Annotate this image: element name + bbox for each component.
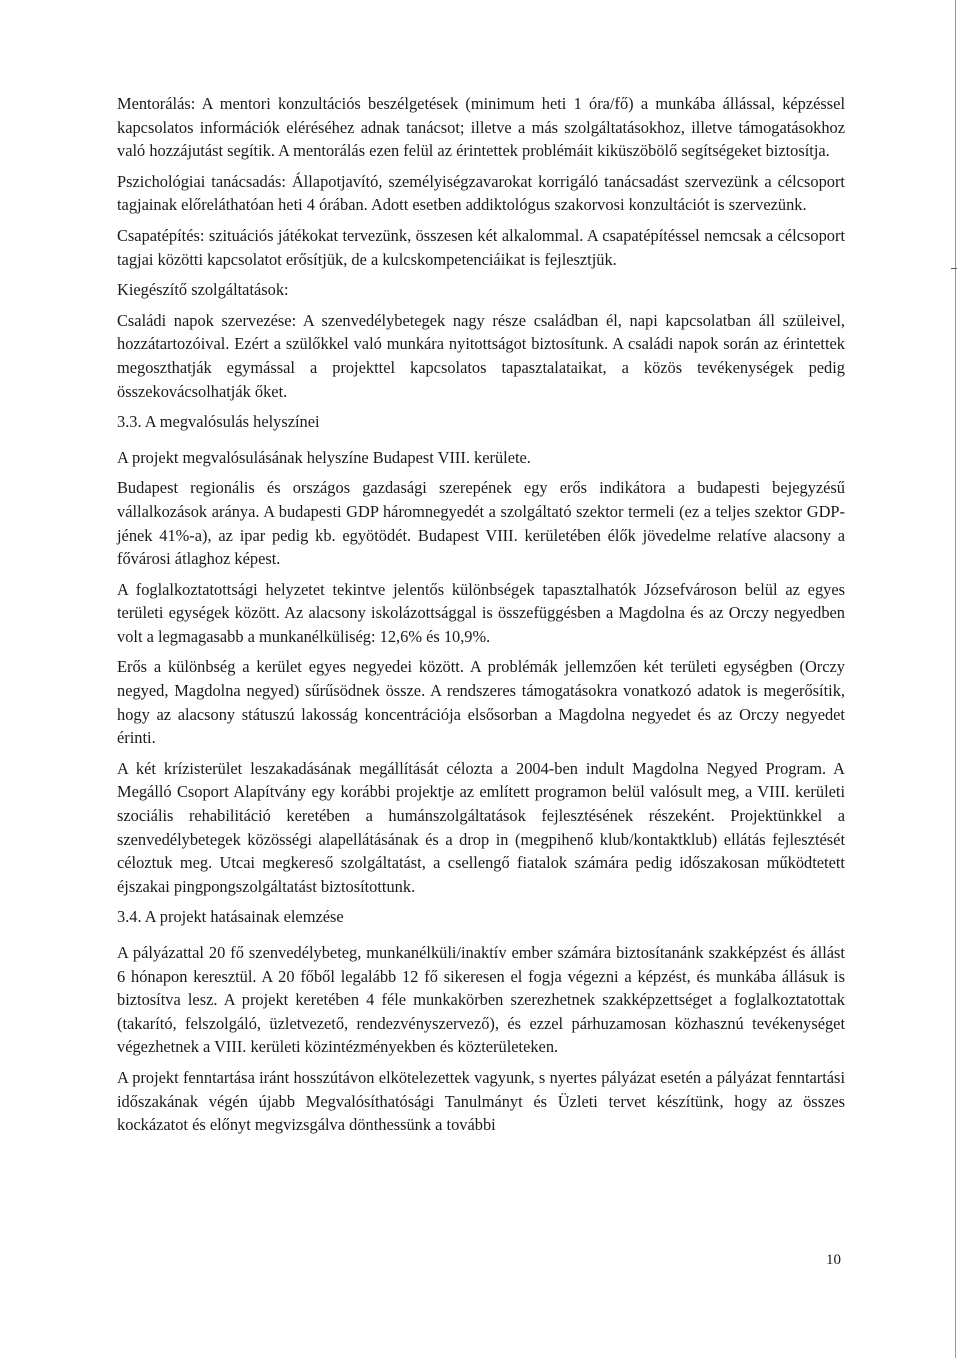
paragraph-crisis-areas: A két krízisterület leszakadásának megállítását célozta a 2004-ben indult Magdolna Negyed Program. A Megálló Csoport Alapítvány egy korábbi projektje az említett programon belül valósult meg, a VIII. kerületi szociális rehabilitáció keretében a humánszolgáltatások fejlesztésének részeként. Projektünkkel a szenvedélybetegek közösségi alapellátásának és a drop in (megpihenő klub/kontaktklub) ellátás fejlesztését céloztuk meg. Utcai megkereső szolgáltatást, a csellengő fiatalok számára pedig időszakosan működtetett éjszakai pingpongszolgáltatást biztosítottunk. (117, 758, 845, 896)
section-heading-3-4: 3.4. A projekt hatásainak elemzése (117, 907, 344, 927)
paragraph-sustainability: A projekt fenntartása iránt hosszútávon elkötelezettek vagyunk, s nyertes pályázat esetén a pályázat fenntartási időszakának végén újabb Megvalósíthatósági Tanulmányt és Üzleti tervet készítünk, hogy az összes kockázatot és előnyt megvizsgálva dönthessünk a további (117, 1067, 845, 1135)
scan-edge-mark (951, 268, 957, 269)
paragraph-location: A projekt megvalósulásának helyszíne Budapest VIII. kerülete. (117, 447, 531, 467)
paragraph-family-days: Családi napok szervezése: A szenvedélybetegek nagy része családban él, napi kapcsolatban áll szüleivel, hozzátartozóival. Ezért a szülőkkel való munkára nyitottságot biztosítunk. A családi napok során az érintettek megoszthatják egymással a projekttel kapcsolatos tapasztalataikat, a közös tevékenységek pedig összekovácsolhatják őket. (117, 310, 845, 401)
scan-edge-line (955, 0, 956, 1358)
paragraph-supplementary-services: Kiegészítő szolgáltatások: (117, 280, 289, 300)
paragraph-employment: A foglalkoztatottsági helyzetet tekintve jelentős különbségek tapasztalhatók Józsefvároson belül az egyes területi egységek között. Az alacsony iskolázottsággal is összefüggésben a Magdolna és az Orczy negyedben volt a legmagasabb a munkanélküliség: 12,6% és 10,9%. (117, 579, 845, 646)
page-number: 10 (826, 1252, 841, 1268)
paragraph-district-differences: Erős a különbség a kerület egyes negyedei között. A problémák jellemzően két területi egységben (Orczy negyed, Magdolna negyed) sűrűsödnek össze. A rendszeres támogatásokra vonatkozó adatok is megerősítik, hogy az alacsony státuszú lakosság koncentrációja elsősorban a Magdolna negyedet és az Orczy negyedet érinti. (117, 657, 845, 748)
paragraph-psychological-counseling: Pszichológiai tanácsadás: Állapotjavító, személyiségzavarokat korrigáló tanácsadást szervezünk a célcsoport tagjainak előreláthatóan heti 4 órában. Adott esetben addiktológus szakorvosi konzultációt is szervezünk. (117, 171, 845, 215)
paragraph-project-impact: A pályázattal 20 fő szenvedélybeteg, munkanélküli/inaktív ember számára biztosítanánk szakképzést és állást 6 hónapon keresztül. A 20 főből legalább 12 fő sikeresen el fogja végezni a képzést, és munkába állásuk is biztosítva lesz. A projekt keretében 4 féle munkakörben szerezhetnek szakképzettséget a foglalkoztatottak (takarító, felszolgáló, üzletvezető, rendezvényszervező), és ezzel párhuzamosan közhasznú tevékenységet végezhetnek a VIII. kerületi közintézményekben és közterületeken. (117, 943, 845, 1057)
paragraph-budapest-economy: Budapest regionális és országos gazdasági szerepének egy erős indikátora a budapesti bejegyzésű vállalkozások aránya. A budapesti GDP háromnegyedét a szolgáltató szektor termeli (ez a teljes szektor GDP-jének 41%-a), az ipar pedig kb. egyötödét. Budapest VIII. kerületében élők jövedelme relatíve alacsony a fővárosi átlaghoz képest. (117, 478, 845, 569)
section-heading-3-3: 3.3. A megvalósulás helyszínei (117, 412, 320, 432)
document-body (117, 92, 845, 1144)
paragraph-team-building: Csapatépítés: szituációs játékokat tervezünk, összesen két alkalommal. A csapatépítéssel nemcsak a célcsoport tagjai közötti kapcsolatot erősítjük, de a kulcskompetenciáikat is fejlesztjük. (117, 225, 845, 269)
paragraph-mentoring: Mentorálás: A mentori konzultációs beszélgetések (minimum heti 1 óra/fő) a munkába állással, képzéssel kapcsolatos információk eléréséhez adnak tanácsot; illetve a más szolgáltatásokhoz, illetve támogatásokhoz való hozzájutást segítik. A mentorálás ezen felül az érintettek problémáit kiküszöbölő segítségeket biztosítja. (117, 94, 845, 161)
